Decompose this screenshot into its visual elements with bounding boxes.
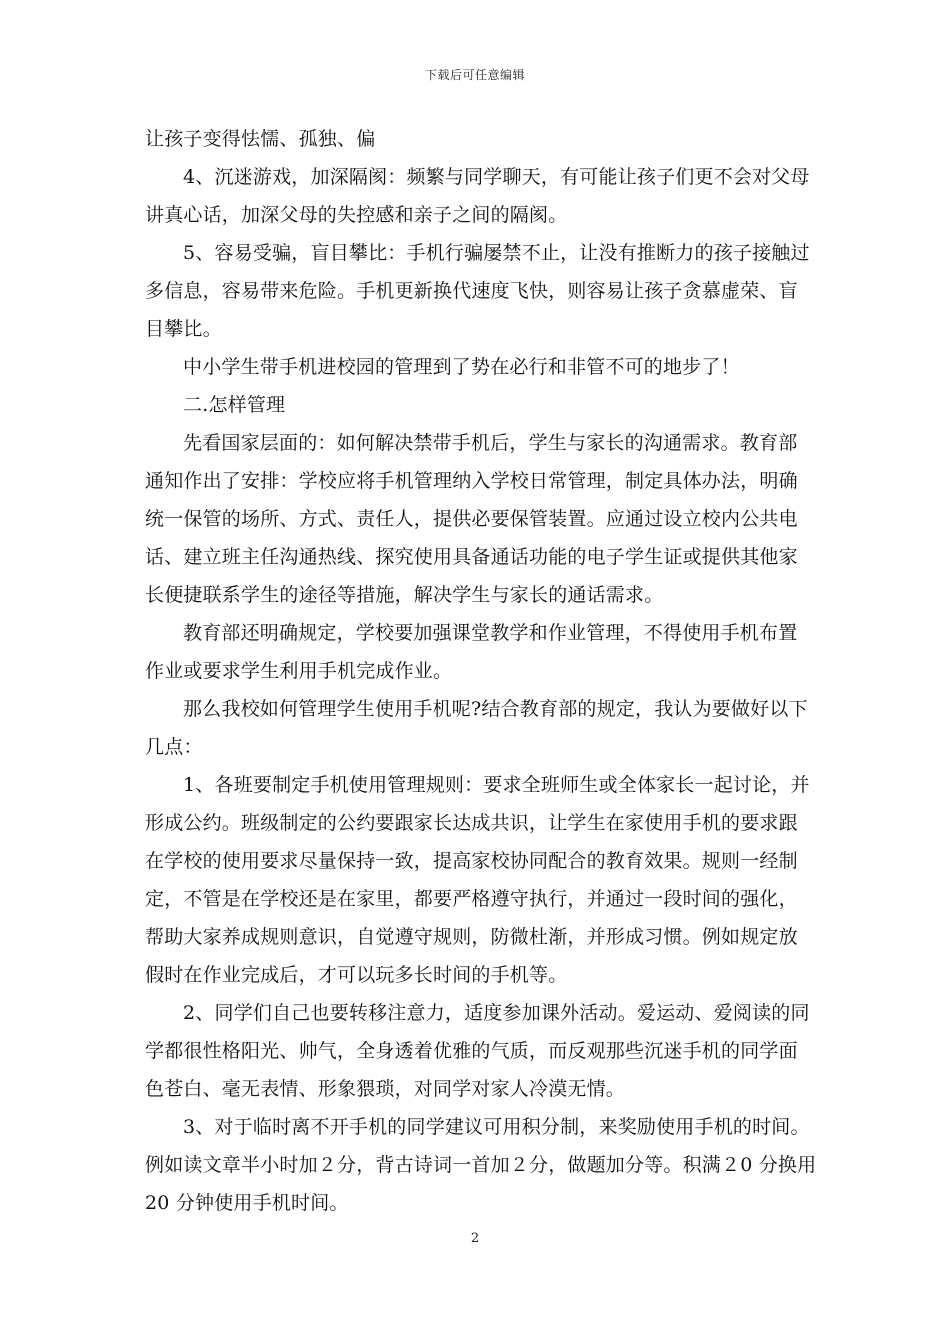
text-line: 20 分钟使用手机时间。: [145, 1192, 349, 1214]
text-line: 长便捷联系学生的途径等措施，解决学生与家长的通话需求。: [145, 584, 664, 606]
text-line: 中小学生带手机进校园的管理到了势在必行和非管不可的地步了！: [183, 356, 740, 378]
text-line: 让孩子变得怯懦、孤独、偏: [145, 128, 376, 150]
text-line: 话、建立班主任沟通热线、探究使用具备通话功能的电子学生证或提供其他家: [145, 546, 798, 568]
page-number: 2: [470, 1231, 480, 1246]
document-body: [145, 120, 817, 1222]
text-line: 2、同学们自己也要转移注意力，适度参加课外活动。爱运动、爱阅读的同: [183, 1002, 810, 1024]
text-line: 在学校的使用要求尽量保持一致，提高家校协同配合的教育效果。规则一经制: [145, 850, 798, 872]
text-line: 帮助大家养成规则意识，自觉遵守规则，防微杜渐，并形成习惯。例如规定放: [145, 926, 798, 948]
text-line: 假时在作业完成后，才可以玩多长时间的手机等。: [145, 964, 568, 986]
text-line: 目攀比。: [145, 318, 222, 340]
text-line: 色苍白、毫无表情、形象猥琐，对同学对家人冷漠无情。: [145, 1078, 626, 1100]
text-line: 形成公约。班级制定的公约要跟家长达成共识，让学生在家使用手机的要求跟: [145, 812, 798, 834]
text-line: 4、沉迷游戏，加深隔阂：频繁与同学聊天，有可能让孩子们更不会对父母: [183, 166, 810, 188]
text-line: 教育部还明确规定，学校要加强课堂教学和作业管理，不得使用手机布置: [183, 622, 798, 644]
text-line: 先看国家层面的：如何解决禁带手机后，学生与家长的沟通需求。教育部: [183, 432, 798, 454]
text-line: 定，不管是在学校还是在家里，都要严格遵守执行，并通过一段时间的强化，: [145, 888, 798, 910]
text-line: 多信息，容易带来危险。手机更新换代速度飞快，则容易让孩子贪慕虚荣、盲: [145, 280, 798, 302]
text-line: 那么我校如何管理学生使用手机呢?结合教育部的规定，我认为要做好以下: [183, 698, 808, 720]
text-line: 通知作出了安排：学校应将手机管理纳入学校日常管理，制定具体办法，明确: [145, 470, 798, 492]
text-line: 5、容易受骗，盲目攀比：手机行骗屡禁不止，让没有推断力的孩子接触过: [183, 242, 810, 264]
text-line: 统一保管的场所、方式、责任人，提供必要保管装置。应通过设立校内公共电: [145, 508, 798, 530]
text-line: 讲真心话，加深父母的失控感和亲子之间的隔阂。: [145, 204, 568, 226]
text-line: 几点：: [145, 736, 203, 758]
text-line: 例如读文章半小时加２分，背古诗词一首加２分，做题加分等。积满２0 分换用: [145, 1154, 817, 1176]
text-line: 1、各班要制定手机使用管理规则：要求全班师生或全体家长一起讨论，并: [183, 774, 810, 796]
text-line: 二.怎样管理: [183, 394, 286, 416]
text-line: 学都很性格阳光、帅气，全身透着优雅的气质，而反观那些沉迷手机的同学面: [145, 1040, 798, 1062]
text-line: 作业或要求学生利用手机完成作业。: [145, 660, 453, 682]
page-header: 下载后可任意编辑: [424, 68, 525, 82]
text-line: 3、对于临时离不开手机的同学建议可用积分制，来奖励使用手机的时间。: [183, 1116, 810, 1138]
